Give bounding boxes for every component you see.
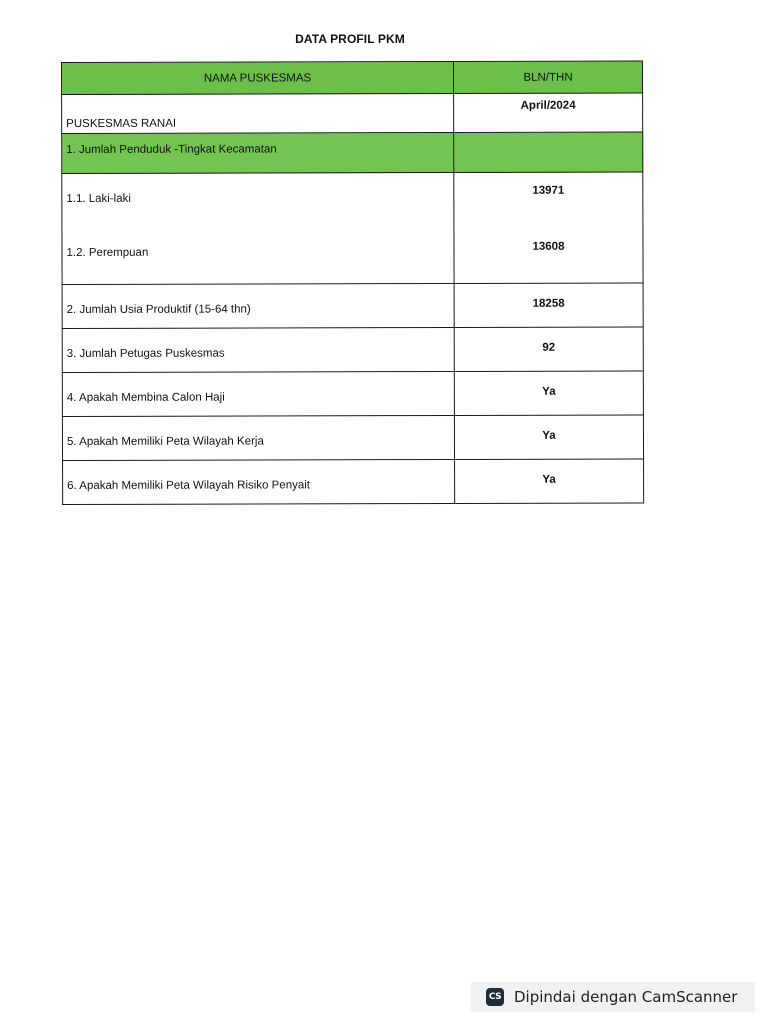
row-label: 3. Jumlah Petugas Puskesmas [62, 327, 454, 372]
table-row [62, 230, 643, 284]
row-label: 5. Apakah Memiliki Peta Wilayah Kerja [62, 415, 454, 460]
section-row-jumlah-penduduk [62, 132, 643, 174]
section-label: 1. Jumlah Penduduk -Tingkat Kecamatan [62, 132, 454, 173]
row-value: Ya [454, 415, 643, 459]
row-value: Ya [455, 459, 644, 503]
table-row [62, 172, 643, 232]
row-value: 13971 [454, 172, 643, 231]
row-label: 6. Apakah Memiliki Peta Wilayah Risiko Penyait [63, 459, 455, 504]
table-row [62, 327, 643, 373]
row-label: 4. Apakah Membina Calon Haji [62, 371, 454, 416]
header-nama-puskesmas: NAMA PUSKESMAS [62, 61, 454, 94]
header-bln-thn: BLN/THN [453, 61, 642, 93]
page-title: DATA PROFIL PKM [295, 32, 405, 46]
table-row [62, 415, 643, 461]
row-value: 13608 [454, 230, 643, 283]
row-value: 92 [454, 327, 643, 371]
table-row [62, 283, 643, 329]
section-value-cell [454, 132, 643, 172]
camscanner-icon: CS [486, 988, 504, 1006]
report-period: April/2024 [454, 93, 643, 132]
row-value: 18258 [454, 283, 643, 327]
row-value: Ya [454, 371, 643, 415]
puskesmas-name: PUSKESMAS RANAI [62, 93, 454, 133]
table-row [63, 459, 644, 505]
row-label: 1.2. Perempuan [62, 231, 454, 285]
camscanner-watermark [471, 982, 755, 1012]
puskesmas-name-row [62, 93, 643, 134]
watermark-text: Dipindai dengan CamScanner [514, 988, 738, 1006]
row-label: 1.1. Laki-laki [62, 172, 454, 232]
table-header-row [62, 61, 643, 95]
profile-table [61, 60, 644, 505]
table-row [62, 371, 643, 417]
row-label: 2. Jumlah Usia Produktif (15-64 thn) [62, 283, 454, 328]
